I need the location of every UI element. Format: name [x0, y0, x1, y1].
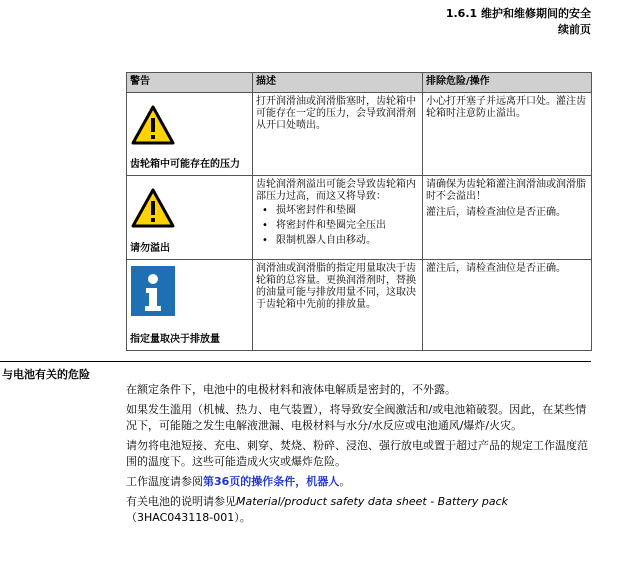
section-title: 1.6.1 维护和维修期间的安全 [445, 7, 591, 20]
action-text: 请确保为齿轮箱灌注润滑油或润滑脂时不会溢出！ [426, 179, 586, 202]
battery-section-body [126, 382, 592, 530]
info-icon [131, 266, 175, 316]
document-title: Material/product safety data sheet - Battery pack [236, 495, 509, 508]
warning-cell [127, 176, 253, 260]
text: 。 [339, 475, 351, 488]
paragraph: 请勿将电池短接、充电、刺穿、焚烧、粉碎、浸泡、强行放电或置于超过产品的规定工作温度范围的温度下。这些可能造成火灾或爆炸危险。 [126, 439, 588, 468]
section-divider [0, 361, 591, 362]
action-text: 小心打开塞子并远离开口处。灌注齿轮箱时注意防止溢出。 [426, 96, 586, 119]
table-header-row [127, 73, 592, 93]
list-item: • 将密封件和垫圈完全压出 [276, 218, 419, 233]
table-row [127, 176, 592, 260]
table-row [127, 93, 592, 176]
description-cell: 润滑油或润滑脂的指定用量取决于齿轮箱的总容量。更换润滑剂时，替换的油量可能与排放用量不同，这取决于齿轮箱中先前的排放量。 [253, 260, 423, 351]
warning-label: 齿轮箱中可能存在的压力 [130, 159, 240, 170]
table-row [127, 260, 592, 351]
continued-note: 续前页 [558, 23, 591, 36]
action-text: 灌注后，请检查油位是否正确。 [426, 207, 566, 218]
page-header [446, 6, 591, 38]
action-cell [423, 176, 592, 260]
battery-section-title: 与电池有关的危险 [2, 368, 90, 381]
header-description: 描述 [253, 73, 423, 93]
header-action: 排除危险/操作 [423, 73, 592, 93]
warning-triangle-icon [131, 105, 175, 145]
bullet-list [256, 203, 419, 248]
list-item: • 限制机器人自由移动。 [276, 233, 419, 248]
action-text: 灌注后，请检查油位是否正确。 [426, 263, 566, 274]
cross-reference-link[interactable]: 第36页的操作条件，机器人 [203, 475, 340, 488]
paragraph: 在额定条件下，电池中的电极材料和液体电解质是密封的，不外露。 [126, 383, 456, 396]
safety-table [126, 72, 592, 351]
paragraph [126, 494, 592, 526]
document-id: （3HAC043118-001）。 [126, 511, 251, 524]
action-cell [423, 260, 592, 351]
description-cell: 打开润滑油或润滑脂塞时，齿轮箱中可能存在一定的压力，会导致润滑剂从开口处喷出。 [253, 93, 423, 176]
warning-cell [127, 93, 253, 176]
paragraph [126, 474, 592, 490]
paragraph: 如果发生滥用（机械、热力、电气装置），将导致安全阀激活和/或电池箱破裂。因此，在某些情况下，可能随之发生电解液泄漏、电极材料与水分/水反应或电池通风/爆炸/火灾。 [126, 403, 587, 432]
list-item: • 损坏密封件和垫圈 [276, 203, 419, 218]
warning-triangle-icon [131, 188, 175, 228]
text: 工作温度请参阅 [126, 475, 203, 488]
header-warning: 警告 [127, 73, 253, 93]
warning-label: 请勿溢出 [130, 243, 170, 254]
description-text: 齿轮润滑剂溢出可能会导致齿轮箱内部压力过高，而这又将导致： [256, 179, 416, 202]
description-cell [253, 176, 423, 260]
text: 有关电池的说明请参见 [126, 495, 236, 508]
warning-cell [127, 260, 253, 351]
action-cell [423, 93, 592, 176]
warning-label: 指定量取决于排放量 [130, 334, 220, 345]
